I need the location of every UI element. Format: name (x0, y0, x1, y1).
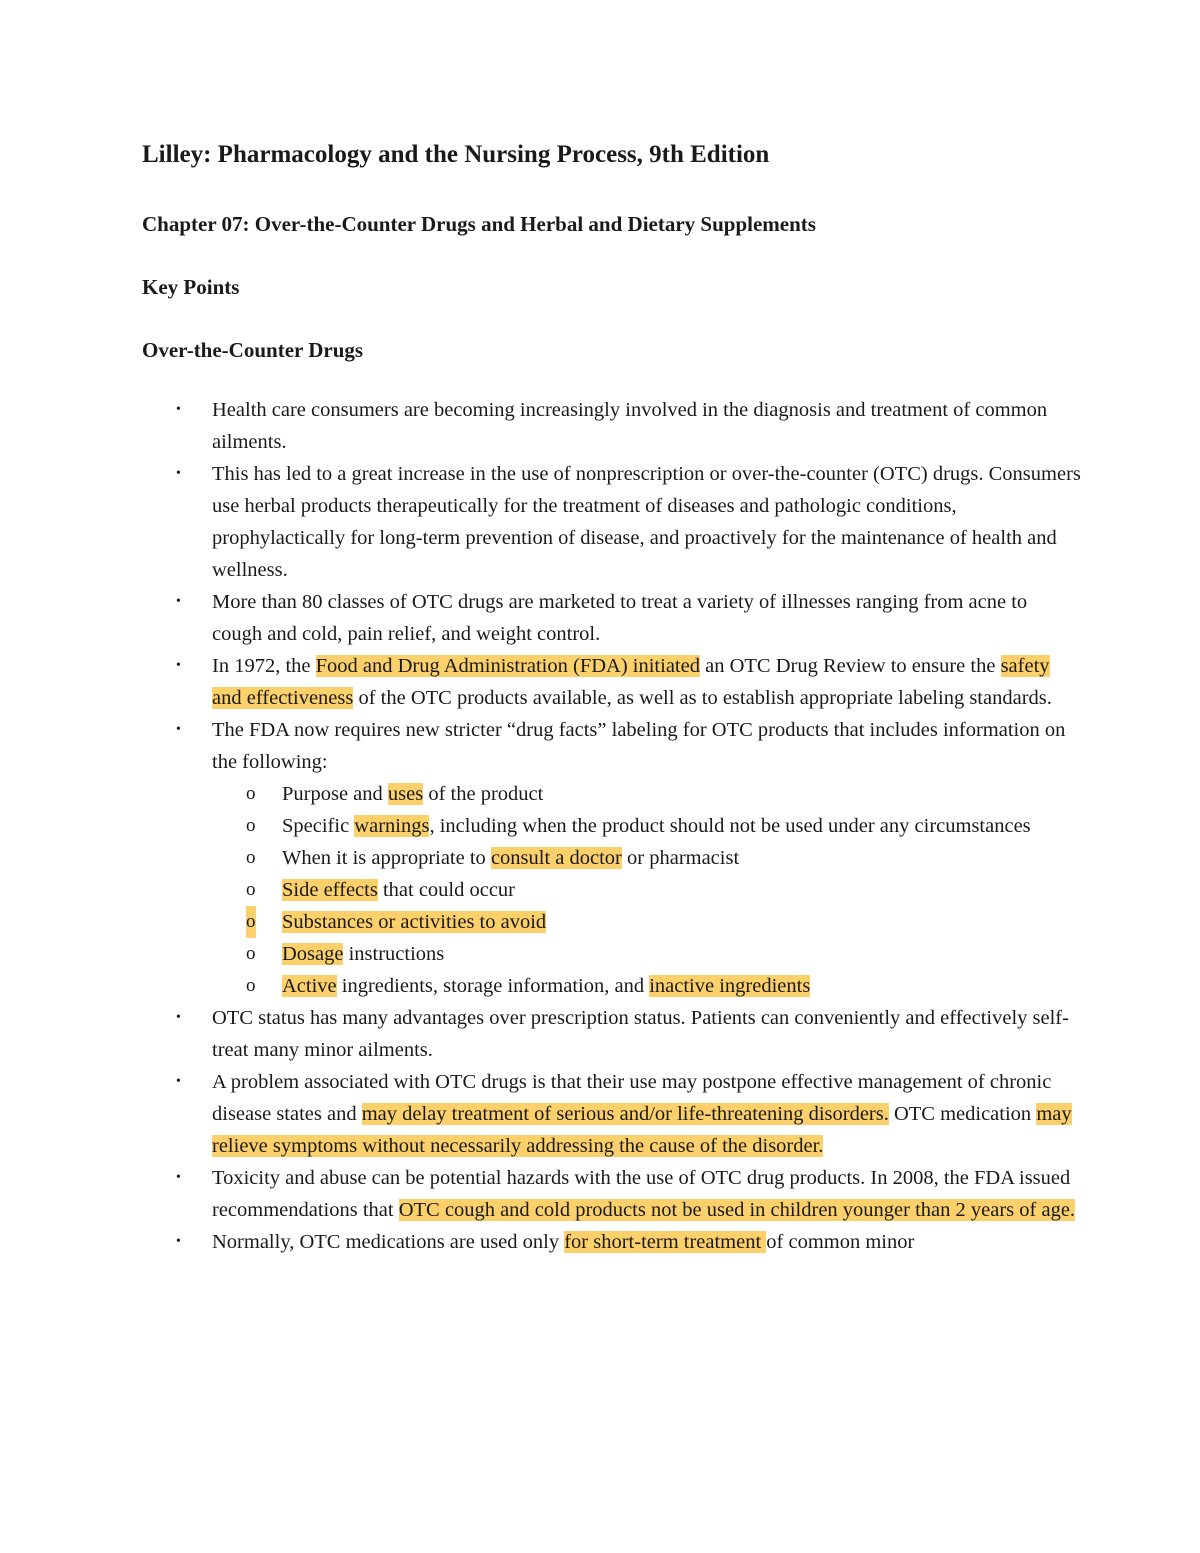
highlighted-text: consult a doctor (490, 847, 622, 869)
sub-bullet-item (212, 778, 1082, 810)
text-run: When it is appropriate to (282, 847, 491, 869)
text-run: of common minor (766, 1231, 915, 1253)
text-run: More than 80 classes of OTC drugs are marketed to treat a variety of illnesses ranging from acne to cough and cold, pain relief, and weight control. (212, 591, 1028, 645)
highlighted-text: Dosage (282, 943, 344, 965)
text-run: Health care consumers are becoming increasingly involved in the diagnosis and treatment of common ailments. (212, 399, 1048, 453)
sub-bullet-item (212, 938, 1082, 970)
bullet-item (142, 1226, 1082, 1258)
highlighted-text: Food and Drug Administration (FDA) initiated (315, 655, 700, 677)
key-points-heading: Key Points (142, 275, 240, 299)
text-run: OTC status has many advantages over prescription status. Patients can conveniently and effectively self-treat many minor ailments. (212, 1007, 1069, 1061)
bullet-item (142, 1162, 1082, 1226)
bullet-item (142, 1002, 1082, 1066)
section-heading: Over-the-Counter Drugs (142, 338, 364, 362)
bullet-icon: • (176, 1074, 181, 1089)
bullet-item (142, 714, 1082, 1002)
bullet-icon: • (176, 1234, 181, 1249)
sub-bullet-item (212, 810, 1082, 842)
circle-bullet-icon: o (246, 906, 256, 938)
bullet-item (142, 650, 1082, 714)
circle-bullet-icon: o (246, 943, 256, 964)
bullet-item (142, 586, 1082, 650)
text-run: Toxicity and abuse can be potential hazards with the use of OTC drug products. In 2008, the FDA issued recommendations that (212, 1167, 1071, 1221)
highlighted-text: for short-term treatment (564, 1231, 767, 1253)
sub-bullet-item (212, 906, 1082, 938)
bullet-icon: • (176, 658, 181, 673)
sub-bullet-item (212, 842, 1082, 874)
highlighted-text: warnings (354, 815, 430, 837)
bullet-item (142, 394, 1082, 458)
bullet-icon: • (176, 402, 181, 417)
bullet-icon: • (176, 594, 181, 609)
text-run: of the product (423, 783, 544, 805)
highlighted-text: Substances or activities to avoid (282, 911, 547, 933)
text-run: In 1972, the (212, 655, 316, 677)
text-run: of the OTC products available, as well as to establish appropriate labeling standards. (353, 687, 1052, 709)
text-run: This has led to a great increase in the use of nonprescription or over-the-counter (OTC) drugs. Consumers use herbal products therapeutically for the treatment of diseases and pathologic conditions, prophylactically for long-term prevention of disease, and proactively for the maintenance of health and wellness. (212, 463, 1081, 581)
circle-bullet-icon: o (246, 879, 256, 900)
bullet-item (142, 458, 1082, 586)
text-run: an OTC Drug Review to ensure the (699, 655, 1001, 677)
text-run: Normally, OTC medications are used only (212, 1231, 565, 1253)
highlighted-text: uses (387, 783, 424, 805)
highlighted-text: safety and effectiveness (212, 655, 1050, 709)
text-run: A problem associated with OTC drugs is that their use may postpone effective management of chronic disease states and (212, 1071, 1052, 1125)
key-points-list (142, 394, 1082, 1258)
bullet-icon: • (176, 722, 181, 737)
sub-bullet-item (212, 874, 1082, 906)
text-run: that could occur (377, 879, 516, 901)
text-run: Purpose and (282, 783, 388, 805)
text-run: ingredients, storage information, and (336, 975, 650, 997)
highlighted-text: Active (282, 975, 337, 997)
circle-bullet-icon: o (246, 783, 256, 804)
circle-bullet-icon: o (246, 847, 256, 868)
sub-bullet-item (212, 970, 1082, 1002)
text-run: , including when the product should not be used under any circumstances (429, 815, 1031, 837)
highlighted-text: inactive ingredients (649, 975, 811, 997)
highlighted-text: Side effects (282, 879, 378, 901)
bullet-item (142, 1066, 1082, 1162)
document-title: Lilley: Pharmacology and the Nursing Process, 9th Edition (142, 141, 770, 168)
highlighted-text: may delay treatment of serious and/or life-threatening disorders. (361, 1103, 889, 1125)
chapter-heading: Chapter 07: Over-the-Counter Drugs and Herbal and Dietary Supplements (142, 212, 816, 236)
highlighted-text: OTC cough and cold products not be used in children younger than 2 years of age. (398, 1199, 1076, 1221)
bullet-icon: • (176, 1170, 181, 1185)
text-run: or pharmacist (621, 847, 740, 869)
bullet-icon: • (176, 1010, 181, 1025)
bullet-icon: • (176, 466, 181, 481)
text-run: The FDA now requires new stricter “drug facts” labeling for OTC products that includes information on the following: (212, 719, 1066, 773)
circle-bullet-icon: o (246, 975, 256, 996)
text-run: OTC medication (888, 1103, 1037, 1125)
circle-bullet-icon: o (246, 815, 256, 836)
highlighted-text: may relieve symptoms without necessarily addressing the cause of the disorder. (212, 1103, 1072, 1157)
text-run: Specific (282, 815, 355, 837)
sub-list (212, 778, 1082, 1002)
text-run: instructions (343, 943, 445, 965)
